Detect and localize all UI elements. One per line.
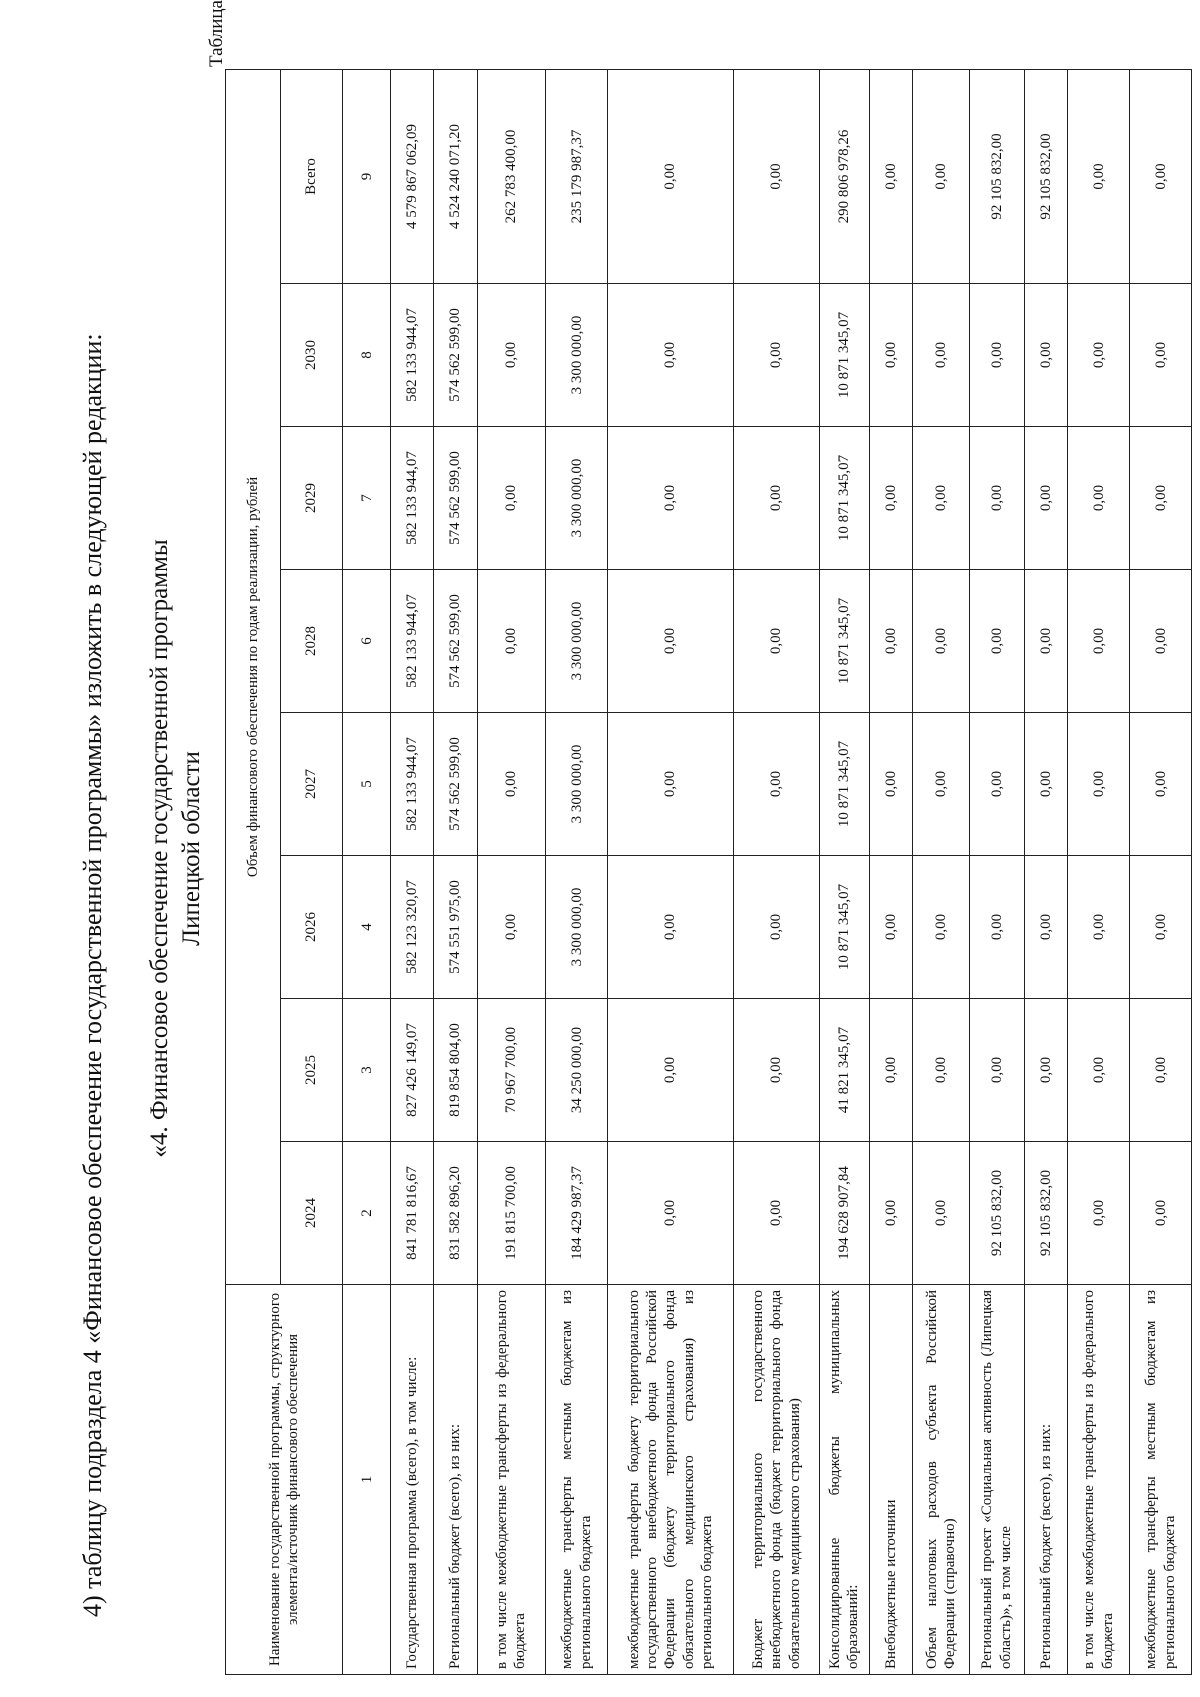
row-total: 262 783 400,00 bbox=[477, 69, 545, 283]
table-row bbox=[820, 69, 870, 1674]
row-value: 0,00 bbox=[913, 713, 970, 856]
name-column-header: Наименование государственной программы, структурного элемента/источник финансового обеспечения bbox=[226, 1285, 343, 1675]
row-value: 0,00 bbox=[608, 570, 733, 713]
row-value: 3 300 000,00 bbox=[545, 570, 608, 713]
row-name: Бюджет территориального государственного внебюджетного фонда (бюджет территориального фонда обязательного медицинского страхования) bbox=[733, 1285, 820, 1675]
row-value: 0,00 bbox=[869, 427, 912, 570]
row-value: 0,00 bbox=[869, 570, 912, 713]
row-value: 0,00 bbox=[869, 713, 912, 856]
column-number: 1 bbox=[343, 1285, 391, 1675]
column-number: 7 bbox=[343, 427, 391, 570]
column-number: 5 bbox=[343, 713, 391, 856]
row-name: межбюджетные трансферты бюджету территориального государственного внебюджетного фонда Российской Федерации (бюджету территориального фонда обязательного медицинского страхования) из регионального бюджета bbox=[608, 1285, 733, 1675]
section-heading-line2: Липецкой области bbox=[178, 751, 205, 946]
row-value: 191 815 700,00 bbox=[477, 1142, 545, 1285]
row-value: 70 967 700,00 bbox=[477, 999, 545, 1142]
column-number: 3 bbox=[343, 999, 391, 1142]
row-value: 0,00 bbox=[969, 570, 1024, 713]
header-row-group bbox=[226, 69, 281, 1674]
row-value: 92 105 832,00 bbox=[1024, 1142, 1067, 1285]
row-value: 3 300 000,00 bbox=[545, 856, 608, 999]
table-row bbox=[913, 69, 970, 1674]
row-value: 0,00 bbox=[969, 999, 1024, 1142]
row-value: 0,00 bbox=[733, 856, 820, 999]
table-row bbox=[1067, 69, 1130, 1674]
row-value: 0,00 bbox=[1130, 284, 1192, 427]
row-value: 0,00 bbox=[608, 713, 733, 856]
row-value: 0,00 bbox=[969, 427, 1024, 570]
table-row bbox=[477, 69, 545, 1674]
row-total: 0,00 bbox=[1067, 69, 1130, 283]
table-body bbox=[226, 69, 1192, 1674]
row-value: 0,00 bbox=[733, 999, 820, 1142]
year-header: 2029 bbox=[280, 427, 343, 570]
row-value: 0,00 bbox=[1024, 284, 1067, 427]
table-row bbox=[1130, 69, 1192, 1674]
row-value: 0,00 bbox=[1067, 999, 1130, 1142]
row-name: Внебюджетные источники bbox=[869, 1285, 912, 1675]
row-value: 0,00 bbox=[1130, 856, 1192, 999]
table-row bbox=[969, 69, 1024, 1674]
row-value: 574 562 599,00 bbox=[434, 570, 477, 713]
row-value: 0,00 bbox=[1067, 856, 1130, 999]
row-total: 4 524 240 071,20 bbox=[434, 69, 477, 283]
row-value: 3 300 000,00 bbox=[545, 427, 608, 570]
row-total: 0,00 bbox=[913, 69, 970, 283]
row-value: 841 781 816,67 bbox=[391, 1142, 434, 1285]
year-header: 2026 bbox=[280, 856, 343, 999]
year-header: 2024 bbox=[280, 1142, 343, 1285]
section-heading: «4. Финансовое обеспечение государственной программы bbox=[146, 539, 173, 1158]
row-value: 10 871 345,07 bbox=[820, 427, 870, 570]
row-value: 0,00 bbox=[913, 1142, 970, 1285]
row-value: 0,00 bbox=[477, 570, 545, 713]
row-value: 831 582 896,20 bbox=[434, 1142, 477, 1285]
row-value: 582 123 320,07 bbox=[391, 856, 434, 999]
row-value: 0,00 bbox=[869, 856, 912, 999]
row-value: 0,00 bbox=[913, 856, 970, 999]
row-name: Объем налоговых расходов субъекта Российской Федерации (справочно) bbox=[913, 1285, 970, 1675]
column-number: 4 bbox=[343, 856, 391, 999]
row-value: 0,00 bbox=[1130, 427, 1192, 570]
row-value: 0,00 bbox=[969, 284, 1024, 427]
volume-group-header: Объем финансового обеспечения по годам реализации, рублей bbox=[226, 69, 281, 1284]
row-value: 0,00 bbox=[869, 999, 912, 1142]
year-header: 2030 bbox=[280, 284, 343, 427]
row-value: 0,00 bbox=[1067, 1142, 1130, 1285]
row-value: 0,00 bbox=[608, 1142, 733, 1285]
year-header: 2027 bbox=[280, 713, 343, 856]
row-value: 0,00 bbox=[1067, 427, 1130, 570]
row-value: 0,00 bbox=[1024, 427, 1067, 570]
year-header: 2025 bbox=[280, 999, 343, 1142]
row-value: 574 562 599,00 bbox=[434, 284, 477, 427]
row-name: Консолидированные бюджеты муниципальных образований: bbox=[820, 1285, 870, 1675]
row-value: 0,00 bbox=[1130, 1142, 1192, 1285]
table-row bbox=[434, 69, 477, 1674]
row-total: 4 579 867 062,09 bbox=[391, 69, 434, 283]
row-value: 0,00 bbox=[477, 284, 545, 427]
row-name: Региональный бюджет (всего), из них: bbox=[434, 1285, 477, 1675]
row-value: 0,00 bbox=[913, 427, 970, 570]
row-value: 10 871 345,07 bbox=[820, 856, 870, 999]
table-label: Таблица bbox=[206, 0, 227, 68]
table-row bbox=[608, 69, 733, 1674]
row-value: 827 426 149,07 bbox=[391, 999, 434, 1142]
table-row bbox=[1024, 69, 1067, 1674]
table-row bbox=[545, 69, 608, 1674]
column-number: 8 bbox=[343, 284, 391, 427]
row-value: 0,00 bbox=[969, 713, 1024, 856]
row-value: 819 854 804,00 bbox=[434, 999, 477, 1142]
row-value: 582 133 944,07 bbox=[391, 570, 434, 713]
column-number: 6 bbox=[343, 570, 391, 713]
row-value: 0,00 bbox=[1130, 570, 1192, 713]
row-value: 10 871 345,07 bbox=[820, 713, 870, 856]
row-total: 235 179 987,37 bbox=[545, 69, 608, 283]
row-value: 10 871 345,07 bbox=[820, 284, 870, 427]
row-total: 0,00 bbox=[733, 69, 820, 283]
row-value: 41 821 345,07 bbox=[820, 999, 870, 1142]
row-value: 0,00 bbox=[913, 999, 970, 1142]
row-value: 10 871 345,07 bbox=[820, 570, 870, 713]
row-name: Региональный бюджет (всего), из них: bbox=[1024, 1285, 1067, 1675]
column-number-row bbox=[343, 69, 391, 1674]
row-value: 0,00 bbox=[1130, 999, 1192, 1142]
row-value: 0,00 bbox=[608, 284, 733, 427]
row-value: 3 300 000,00 bbox=[545, 713, 608, 856]
column-number: 9 bbox=[343, 69, 391, 283]
row-value: 0,00 bbox=[1130, 713, 1192, 856]
row-total: 0,00 bbox=[608, 69, 733, 283]
row-value: 574 551 975,00 bbox=[434, 856, 477, 999]
row-value: 582 133 944,07 bbox=[391, 713, 434, 856]
row-value: 574 562 599,00 bbox=[434, 713, 477, 856]
row-value: 184 429 987,37 bbox=[545, 1142, 608, 1285]
row-name: межбюджетные трансферты местным бюджетам из регионального бюджета bbox=[545, 1285, 608, 1675]
row-value: 194 628 907,84 bbox=[820, 1142, 870, 1285]
row-total: 290 806 978,26 bbox=[820, 69, 870, 283]
year-header: 2028 bbox=[280, 570, 343, 713]
row-total: 0,00 bbox=[869, 69, 912, 283]
table-row bbox=[391, 69, 434, 1674]
row-value: 0,00 bbox=[1067, 713, 1130, 856]
intro-text: 4) таблицу подраздела 4 «Финансовое обеспечение государственной программы» изложить в следующей редакции: bbox=[78, 333, 107, 1617]
row-value: 0,00 bbox=[733, 284, 820, 427]
row-total: 92 105 832,00 bbox=[1024, 69, 1067, 283]
row-value: 34 250 000,00 bbox=[545, 999, 608, 1142]
row-value: 582 133 944,07 bbox=[391, 427, 434, 570]
row-value: 0,00 bbox=[913, 570, 970, 713]
total-header: Всего bbox=[280, 69, 343, 283]
row-value: 0,00 bbox=[869, 1142, 912, 1285]
row-total: 0,00 bbox=[1130, 69, 1192, 283]
row-name: межбюджетные трансферты местным бюджетам из регионального бюджета bbox=[1130, 1285, 1192, 1675]
row-value: 0,00 bbox=[969, 856, 1024, 999]
row-value: 0,00 bbox=[733, 1142, 820, 1285]
financing-table bbox=[225, 69, 1192, 1675]
row-value: 0,00 bbox=[608, 856, 733, 999]
row-value: 0,00 bbox=[477, 713, 545, 856]
row-value: 0,00 bbox=[913, 284, 970, 427]
row-value: 0,00 bbox=[733, 570, 820, 713]
row-value: 0,00 bbox=[608, 427, 733, 570]
row-value: 0,00 bbox=[1024, 570, 1067, 713]
table-row bbox=[733, 69, 820, 1674]
row-value: 574 562 599,00 bbox=[434, 427, 477, 570]
row-value: 0,00 bbox=[1024, 856, 1067, 999]
row-name: в том числе межбюджетные трансферты из федерального бюджета bbox=[1067, 1285, 1130, 1675]
row-value: 582 133 944,07 bbox=[391, 284, 434, 427]
row-value: 0,00 bbox=[1067, 570, 1130, 713]
table-row bbox=[869, 69, 912, 1674]
row-value: 0,00 bbox=[608, 999, 733, 1142]
row-value: 0,00 bbox=[733, 427, 820, 570]
row-name: Региональный проект «Социальная активность (Липецкая область)», в том числе bbox=[969, 1285, 1024, 1675]
row-name: Государственная программа (всего), в том числе: bbox=[391, 1285, 434, 1675]
row-value: 0,00 bbox=[1024, 999, 1067, 1142]
row-value: 0,00 bbox=[477, 427, 545, 570]
row-name: в том числе межбюджетные трансферты из федерального бюджета bbox=[477, 1285, 545, 1675]
row-value: 3 300 000,00 bbox=[545, 284, 608, 427]
row-value: 0,00 bbox=[1067, 284, 1130, 427]
column-number: 2 bbox=[343, 1142, 391, 1285]
row-value: 0,00 bbox=[869, 284, 912, 427]
row-total: 92 105 832,00 bbox=[969, 69, 1024, 283]
row-value: 0,00 bbox=[733, 713, 820, 856]
row-value: 0,00 bbox=[1024, 713, 1067, 856]
row-value: 0,00 bbox=[477, 856, 545, 999]
row-value: 92 105 832,00 bbox=[969, 1142, 1024, 1285]
